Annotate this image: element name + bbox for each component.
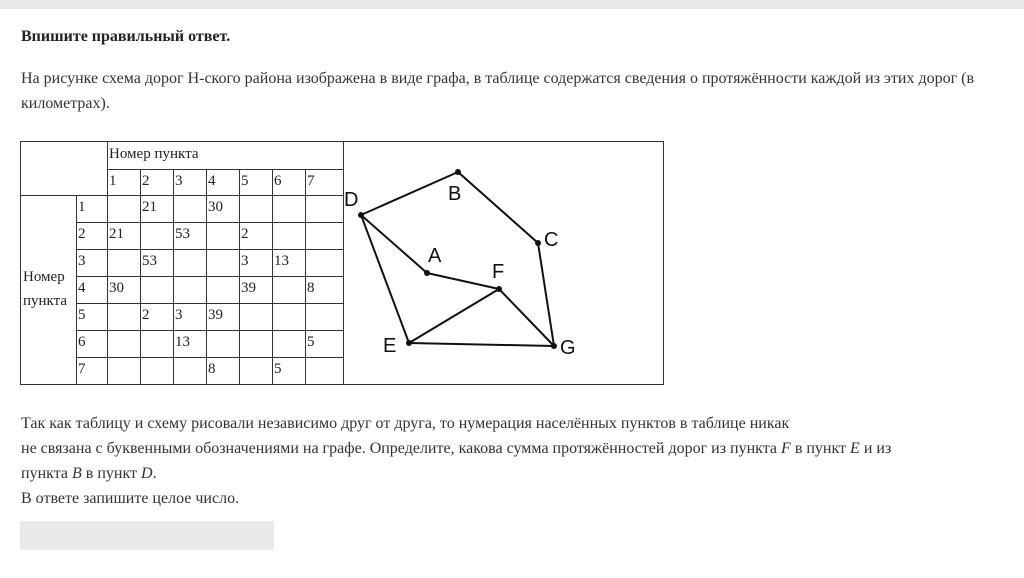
grid-line [140,169,141,384]
distance-cell: 8 [208,361,216,377]
task-intro: На рисунке схема дорог Н-ского района изображена в виде графа, в таблице содержатся сведения о протяжённости каждой из этих дорог (в километрах). [21,70,975,112]
graph-node-label: B [448,183,462,205]
grid-line [76,195,77,384]
distance-cell: 5 [307,334,315,350]
distance-cell: 39 [241,280,256,296]
row-number: 3 [78,253,86,269]
row-number: 4 [78,280,86,296]
graph-node-label: C [544,229,559,251]
graph-node-label: G [560,337,576,359]
question-line-4: В ответе запишите целое число. [21,490,240,507]
row-number: 6 [78,334,86,350]
grid-line [76,357,343,358]
graph-svg [344,142,664,384]
task-figure [20,141,664,385]
column-number: 6 [274,173,282,189]
grid-line [21,195,343,196]
graph-edge-DE [361,215,409,343]
answer-input[interactable] [20,521,274,550]
distance-cell: 21 [142,199,157,215]
graph-edge-FE [409,289,499,343]
distance-cell: 2 [142,307,150,323]
distance-cell: 53 [142,253,157,269]
row-number: 2 [78,226,86,242]
graph-node-B [455,169,461,175]
grid-line [76,249,343,250]
row-number: 7 [78,361,86,377]
graph-node-label: F [492,261,505,283]
graph-edge-EG [409,343,554,346]
task-heading: Впишите правильный ответ. [21,28,231,45]
distance-cell: 21 [109,226,124,242]
top-bar [0,0,1024,9]
graph-node-E [406,340,412,346]
graph-edge-DB [361,172,458,215]
grid-line [173,169,174,384]
graph-edge-BC [458,172,538,243]
grid-line [107,169,343,170]
column-number: 3 [175,173,183,189]
graph-edge-AF [427,273,499,289]
grid-line [107,142,108,384]
distance-cell: 5 [274,361,282,377]
grid-line [76,222,343,223]
column-header: Номер пункта [109,146,199,162]
graph-node-D [358,212,364,218]
distance-cell: 8 [307,280,315,296]
distance-cell: 3 [241,253,249,269]
graph-node-G [551,343,557,349]
distance-table [21,142,343,384]
distance-cell: 2 [241,226,249,242]
distance-cell: 13 [274,253,289,269]
distance-cell: 30 [208,199,223,215]
question-line-2: не связана с буквенными обозначениями на графе. Определите, какова сумма протяжённостей дорог из пункта F в пункт E и из [21,440,892,457]
column-number: 4 [208,173,216,189]
distance-cell: 30 [109,280,124,296]
grid-line [305,169,306,384]
distance-cell: 39 [208,307,223,323]
grid-line [239,169,240,384]
grid-line [272,169,273,384]
graph-node-A [424,270,430,276]
distance-cell: 53 [175,226,190,242]
road-graph [343,142,664,384]
distance-cell: 13 [175,334,190,350]
grid-line [206,169,207,384]
column-number: 2 [142,173,150,189]
question-line-1: Так как таблицу и схему рисовали независимо друг от друга, то нумерация населённых пунктов в таблице никак [21,415,790,432]
row-number: 1 [78,199,86,215]
row-number: 5 [78,307,86,323]
question-line-3: пункта B в пункт D. [21,465,157,482]
grid-line [76,276,343,277]
graph-node-label: D [344,189,359,211]
column-number: 7 [307,173,315,189]
column-number: 5 [241,173,249,189]
row-header: Номер [23,269,65,285]
graph-node-F [496,286,502,292]
graph-node-label: E [383,335,397,357]
grid-line [76,330,343,331]
row-header: пункта [23,293,68,309]
graph-node-label: A [428,245,442,267]
column-number: 1 [109,173,117,189]
task-question [21,411,1011,511]
grid-line [76,303,343,304]
graph-node-C [535,240,541,246]
distance-cell: 3 [175,307,183,323]
